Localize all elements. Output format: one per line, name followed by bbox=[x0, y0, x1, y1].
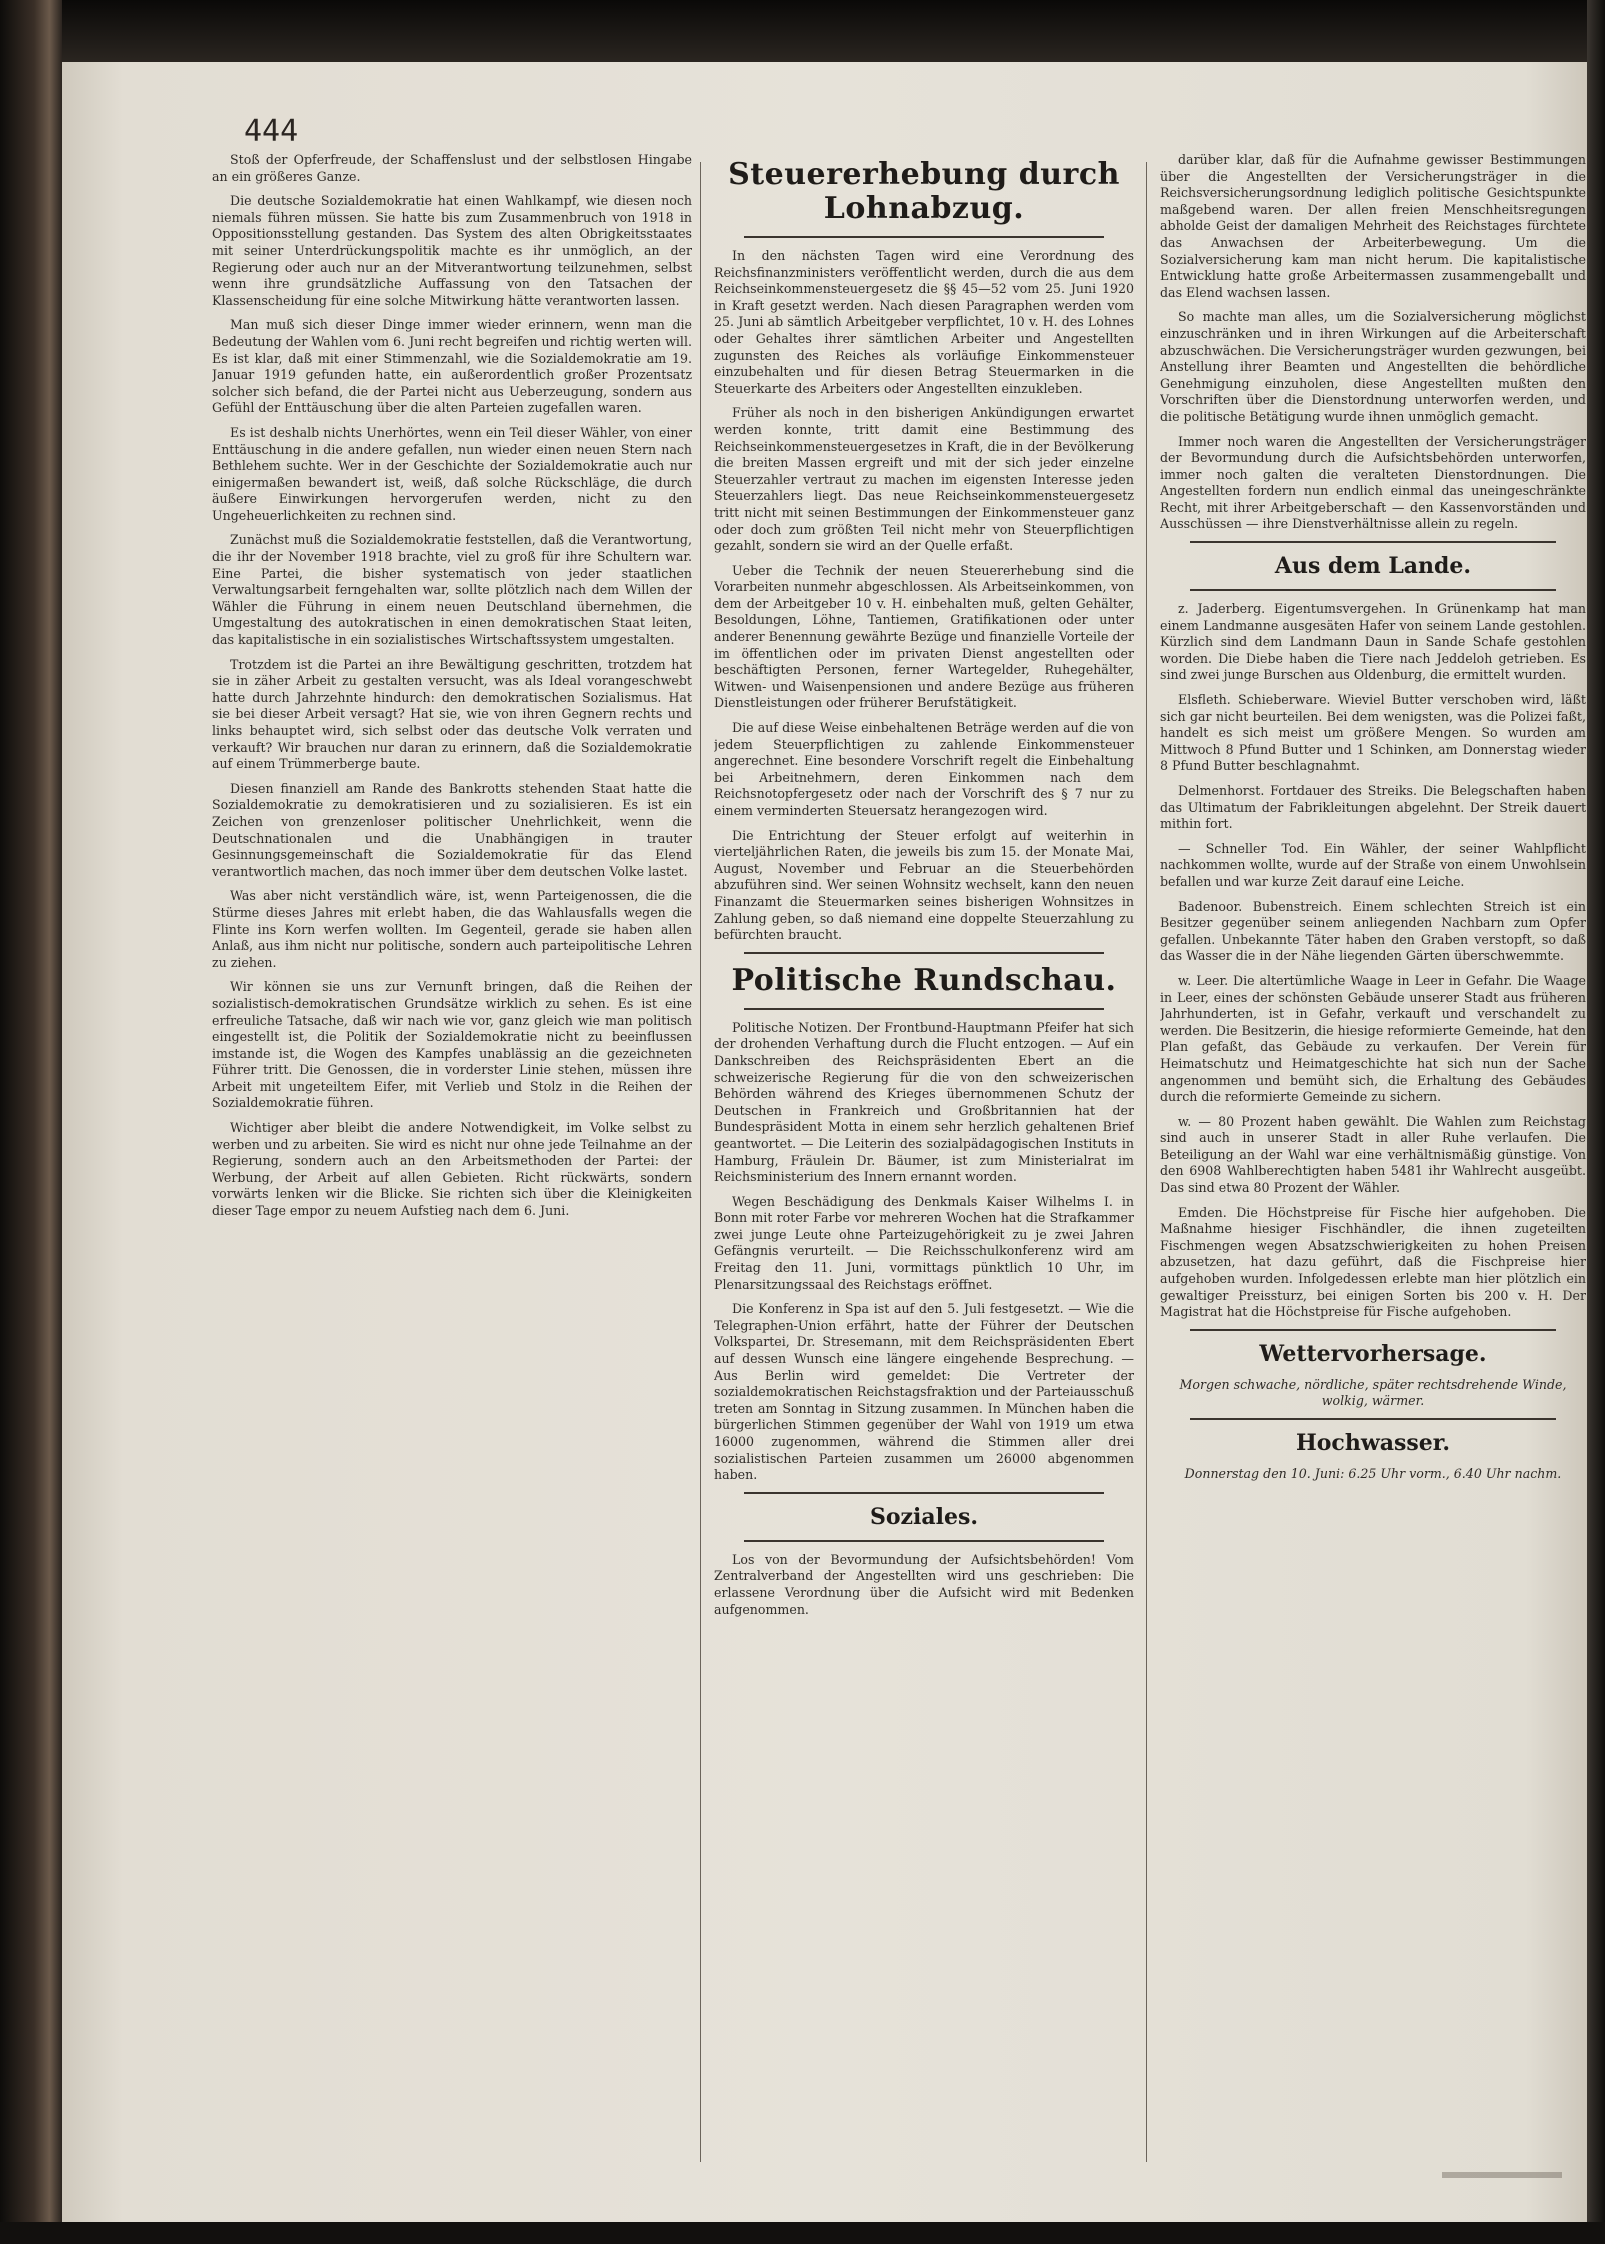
article-paragraph: Elsfleth. Schieberware. Wieviel Butter verschoben wird, läßt sich gar nicht beurteilen. Bei dem wenigsten, was die Polizei faßt, handelt es sich meist um größere Mengen. So wurden am Mittwoch 8 Pfund Butter und 1 Schinken, am Donnerstag wieder 8 Pfund Butter beschlagnahmt. bbox=[1160, 692, 1586, 774]
page-number: 444 bbox=[244, 114, 299, 149]
section-rule bbox=[744, 952, 1104, 954]
article-paragraph: Wichtiger aber bleibt die andere Notwendigkeit, im Volke selbst zu werben und zu arbeiten. Sie wird es nicht nur ohne jede Teilnahme an der Regierung, sondern auch an den Arbeitsmethoden der Partei: der Werbung, der Arbeit auf allen Gebieten. Richt rückwärts, sondern vorwärts lenken wir die Blicke. Sie richten sich über die Kleinigkeiten dieser Tage empor zu neuem Aufstieg nach dem 6. Juni. bbox=[212, 1120, 692, 1219]
column-divider-1 bbox=[700, 162, 701, 2162]
article-paragraph: Die Konferenz in Spa ist auf den 5. Juli festgesetzt. — Wie die Telegraphen-Union erfährt, hatte der Führer der Deutschen Volkspartei, Dr. Stresemann, mit dem Reichspräsidenten Ebert auf dessen Wunsch eine längere eingehende Besprechung. — Aus Berlin wird gemeldet: Die Vertreter der sozialdemokratischen Reichstagsfraktion und der Parteiausschuß treten am Sonntag in Sitzung zusammen. In München haben die bürgerlichen Stimmen gegenüber der Wahl von 1919 um etwa 16000 zugenommen, während die Stimmen aller drei sozialistischen Parteien zusammen um 26000 abgenommen haben. bbox=[714, 1301, 1134, 1483]
article-paragraph: Man muß sich dieser Dinge immer wieder erinnern, wenn man die Bedeutung der Wahlen vom 6. Juni recht begreifen und richtig werten will. Es ist klar, daß mit einer Stimmenzahl, wie die Sozialdemokratie am 19. Januar 1919 gefunden hatte, ein außerordentlich großer Prozentsatz solcher sich befand, die der Partei nicht aus Ueberzeugung, sondern aus Gefühl der Enttäuschung über die alten Parteien zugefallen waren. bbox=[212, 317, 692, 416]
column-left bbox=[212, 152, 692, 2162]
section-rule bbox=[1190, 1418, 1556, 1420]
article-paragraph: Politische Notizen. Der Frontbund-Hauptmann Pfeifer hat sich der drohenden Verhaftung durch die Flucht entzogen. — Auf ein Dankschreiben des Reichspräsidenten Ebert an die schweizerische Regierung für die von den schweizerischen Behörden während des Krieges übernommenen Schutz der Deutschen in Frankreich und Großbritannien hat der Bundespräsident Motta in einem sehr herzlich gehaltenen Brief geantwortet. — Die Leiterin des sozialpädagogischen Instituts in Hamburg, Fräulein Dr. Bäumer, ist zum Ministerialrat im Reichsministerium des Innern ernannt worden. bbox=[714, 1019, 1134, 1185]
article-paragraph: In den nächsten Tagen wird eine Verordnung des Reichsfinanzministers veröffentlicht werden, durch die aus dem Reichseinkommensteuergesetz die §§ 45—52 vom 25. Juni 1920 in Kraft gesetzt werden. Nach diesen Paragraphen werden vom 25. Juni ab sämtlich Arbeitgeber verpflichtet, 10 v. H. des Lohnes oder Gehaltes ihrer sämtlichen Arbeiter und Angestellten zugunsten des Reiches als vorläufige Einkommensteuer einzubehalten und für diesen Betrag Steuermarken in die Steuerkarte des Arbeiters oder Angestellten einzukleben. bbox=[714, 248, 1134, 396]
article-paragraph: Was aber nicht verständlich wäre, ist, wenn Parteigenossen, die die Stürme dieses Jahres mit erlebt haben, die das Wahlausfalls wegen die Flinte ins Korn werfen wollten. Im Gegenteil, gerade sie haben allen Anlaß, aus ihm nicht nur politische, sondern auch parteipolitische Lehren zu ziehen. bbox=[212, 888, 692, 970]
headline-rule bbox=[744, 1540, 1104, 1542]
column-right bbox=[1160, 152, 1586, 2162]
column-middle bbox=[714, 152, 1134, 2192]
article-paragraph: Immer noch waren die Angestellten der Versicherungsträger der Bevormundung durch die Aufsichtsbehörden unterworfen, immer noch galten die veralteten Dienstordnungen. Die Angestellten fordern nun endlich einmal das uneingeschränkte Recht, mit ihrer Arbeitgeberschaft — den Kassenvorständen und Ausschüssen — ihre Dienstverhältnisse allein zu regeln. bbox=[1160, 433, 1586, 532]
article-paragraph: Es ist deshalb nichts Unerhörtes, wenn ein Teil dieser Wähler, von einer Enttäuschung in die andere gefallen, nun wieder einen neuen Stern nach Bethlehem suchte. Wer in der Geschichte der Sozialdemokratie auch nur einigermaßen bewandert ist, weiß, daß solche Rückschläge, die durch äußere Einwirkungen hervorgerufen werden, nicht zu den Ungeheuerlichkeiten zu rechnen sind. bbox=[212, 424, 692, 523]
scan-frame-right bbox=[1587, 0, 1605, 2244]
article-paragraph: darüber klar, daß für die Aufnahme gewisser Bestimmungen über die Angestellten der Versicherungsträger in die Reichsversicherungsordnung lediglich politische Gesichtspunkte maßgebend waren. Der allen freien Menschheitsregungen abholde Geist der damaligen Mehrheit des Reichstages fürchtete das Anwachsen der Arbeiterbewegung. Um die Sozialversicherung kam man nicht herum. Die kapitalistische Entwicklung hatte große Arbeitermassen zusammengeballt und das Elend wachsen lassen. bbox=[1160, 152, 1586, 300]
section-rule bbox=[744, 1492, 1104, 1494]
headline-aus-dem-lande: Aus dem Lande. bbox=[1274, 553, 1472, 580]
article-paragraph: Die Entrichtung der Steuer erfolgt auf weiterhin in vierteljährlichen Raten, die jeweils bis zum 15. der Monate Mai, August, November und Februar an die Steuerbehörden abzuführen sind. Wer seinen Wohnsitz wechselt, kann den neuen Finanzamt die Steuermarken seines bisherigen Wohnsitzes in Zahlung geben, so daß niemand eine doppelte Steuerzahlung zu befürchten braucht. bbox=[714, 827, 1134, 943]
article-paragraph: So machte man alles, um die Sozialversicherung möglichst einzuschränken und in ihren Wirkungen auf die Arbeiterschaft abzuschwächen. Die Versicherungsträger wurden gezwungen, bei Anstellung ihrer Beamten und Angestellten die behördliche Genehmigung einzuholen, diese Angestellten mußten den Vorschriften über die Dienstordnung unterworfen werden, und die politische Betätigung wurde ihnen unmöglich gemacht. bbox=[1160, 309, 1586, 424]
article-paragraph: w. Leer. Die altertümliche Waage in Leer in Gefahr. Die Waage in Leer, eines der schönsten Gebäude unserer Stadt aus früheren Jahrhunderten, ist in Gefahr, verkauft und verschandelt zu werden. Die Besitzerin, die hiesige reformierte Gemeinde, hat den Plan gefaßt, das Gebäude zu verkaufen. Der Verein für Heimatschutz und Heimatgeschichte hat sich nun der Sache angenommen und bemüht sich, die Erhaltung des Gebäudes durch die reformierte Gemeinde zu sichern. bbox=[1160, 972, 1586, 1105]
headline-hochwasser: Hochwasser. bbox=[1295, 1430, 1451, 1456]
article-paragraph: Delmenhorst. Fortdauer des Streiks. Die Belegschaften haben das Ultimatum der Fabrikleitungen abgelehnt. Der Streik dauert mithin fort. bbox=[1160, 783, 1586, 832]
book-binding-edge bbox=[0, 0, 62, 2244]
article-paragraph: Zunächst muß die Sozialdemokratie feststellen, daß die Verantwortung, die ihr der November 1918 brachte, viel zu groß für ihre Schultern war. Eine Partei, die bisher systematisch von jeder staatlichen Verwaltungsarbeit ferngehalten war, sollte plötzlich nach dem Willen der Wähler die Führung in einem neuen Deutschland übernehmen, die Umgestaltung des autokratischen in einen demokratischen Staat leiten, das kapitalistische in ein sozialistisches Wirtschaftssystem umgestalten. bbox=[212, 532, 692, 648]
headline-politische-rundschau: Politische Rundschau. bbox=[731, 962, 1117, 998]
article-paragraph: Badenoor. Bubenstreich. Einem schlechten Streich ist ein Besitzer gegenüber seinem anliegenden Nachbarn zum Opfer gefallen. Unbekannte Täter haben den Graben verstopft, so daß das Wasser die in der Nähe liegenden Gärten überschwemmte. bbox=[1160, 898, 1586, 964]
article-paragraph: Die auf diese Weise einbehaltenen Beträge werden auf die von jedem Steuerpflichtigen zu zahlende Einkommensteuer angerechnet. Eine besondere Vorschrift regelt die Einbehaltung bei Arbeitnehmern, deren Einkommen nach dem Reichsnotopfergesetz oder nach der Vorschrift des § 7 nur zu einem verminderten Steuersatz herangezogen wird. bbox=[714, 720, 1134, 818]
article-paragraph: Wegen Beschädigung des Denkmals Kaiser Wilhelms I. in Bonn mit roter Farbe vor mehreren Wochen hat die Strafkammer zwei junge Leute ohne Parteizugehörigkeit zu je zwei Jahren Gefängnis verurteilt. — Die Reichsschulkonferenz wird am Freitag den 11. Juni, vormittags pünktlich 10 Uhr, im Plenarsitzungssaal des Reichstags eröffnet. bbox=[714, 1193, 1134, 1292]
headline-wettervorhersage: Wettervorhersage. bbox=[1259, 1340, 1487, 1367]
article-paragraph: Ueber die Technik der neuen Steuererhebung sind die Vorarbeiten nunmehr abgeschlossen. Als Arbeitseinkommen, von dem der Arbeitgeber 10 v. H. einbehalten muß, gelten Gehälter, Besoldungen, Löhne, Tantiemen, Gratifikationen oder unter anderer Benennung gewährte Bezüge und finanzielle Vorteile der im öffentlichen oder im privaten Dienst angestellten oder beschäftigten Personen, ferner Wartegelder, Ruhegehälter, Witwen- und Waisenpensionen und andere Bezüge aus früheren Dienstleistungen oder früherer Berufstätigkeit. bbox=[714, 562, 1134, 711]
headline-soziales: Soziales. bbox=[869, 1503, 979, 1530]
article-paragraph: Trotzdem ist die Partei an ihre Bewältigung geschritten, trotzdem hat sie in zäher Arbeit zu gestalten versucht, was als Ideal vorangeschwebt hatte durch Jahrzehnte hindurch: den demokratischen Sozialismus. Hat sie bei dieser Arbeit versagt? Hat sie, wie von ihren Gegnern rechts und links behauptet wird, sich selbst oder das deutsche Volk verraten und verkauft? Wir brauchen nur daran zu erinnern, daß die Sozialdemokratie auf einem Trümmerberge baute. bbox=[212, 656, 692, 772]
article-paragraph: Stoß der Opferfreude, der Schaffenslust und der selbstlosen Hingabe an ein größeres Ganze. bbox=[212, 152, 692, 184]
article-paragraph: w. — 80 Prozent haben gewählt. Die Wahlen zum Reichstag sind auch in unserer Stadt in aller Ruhe verlaufen. Die Beteiligung an der Wahl war eine verhältnismäßig günstige. Von den 6908 Wahlberechtigten haben 5481 ihr Wahlrecht ausgeübt. Das sind etwa 80 Prozent der Wähler. bbox=[1160, 1113, 1586, 1196]
headline-rule bbox=[1190, 589, 1556, 591]
scan-frame-bottom bbox=[0, 2222, 1605, 2244]
article-paragraph: Los von der Bevormundung der Aufsichtsbehörden! Vom Zentralverband der Angestellten wird uns geschrieben: Die erlassene Verordnung über die Aufsicht wird mit Bedenken aufgenommen. bbox=[714, 1551, 1134, 1617]
section-rule bbox=[1190, 1329, 1556, 1331]
headline-steuererhebung: Steuererhebung durch Lohnabzug. bbox=[728, 157, 1120, 226]
scan-frame-top bbox=[0, 0, 1605, 62]
article-paragraph: z. Jaderberg. Eigentumsvergehen. In Grünenkamp hat man einem Landmanne ausgesäten Hafer von seinem Lande gestohlen. Kürzlich sind dem Landmann Daun in Sande Schafe gestohlen worden. Die Diebe haben die Tiere nach Jeddeloh getrieben. Es sind zwei junge Burschen aus Oldenburg, die ermittelt wurden. bbox=[1160, 601, 1586, 683]
article-paragraph: Früher als noch in den bisherigen Ankündigungen erwartet werden konnte, tritt damit eine Bestimmung des Reichseinkommensteuergesetzes in Kraft, die in der Bevölkerung die breiten Massen ergreift und mit der sich jeder einzelne Steuerzahler vertraut zu machen im eigensten Interesse jeden Steuerzahlers liegt. Das neue Reichseinkommensteuergesetz tritt nicht mit seinen Bestimmungen der Einkommensteuer ganz oder doch zum größten Teil nicht mehr von Steuerpflichtigen gezahlt, sondern sie wird an der Quelle erfaßt. bbox=[714, 405, 1134, 554]
section-rule bbox=[1190, 541, 1556, 543]
article-paragraph: Diesen finanziell am Rande des Bankrotts stehenden Staat hatte die Sozialdemokratie zu demokratisieren und zu sozialisieren. Es ist ein Zeichen von grenzenloser politischer Unehrlichkeit, wenn die Deutschnationalen und die Unabhängigen in trauter Gesinnungsgemeinschaft die Sozialdemokratie für das Elend verantwortlich machen, das noch immer über dem deutschen Volke lastet. bbox=[212, 780, 692, 879]
article-paragraph: — Schneller Tod. Ein Wähler, der seiner Wahlpflicht nachkommen wollte, wurde auf der Straße von einem Unwohlsein befallen und war kurze Zeit darauf eine Leiche. bbox=[1160, 840, 1586, 889]
article-paragraph: Wir können sie uns zur Vernunft bringen, daß die Reihen der sozialistisch-demokratischen Grundsätze wirklich zu sehen. Es ist eine erfreuliche Tatsache, daß wir nach wie vor, ganz gleich wie man politisch eingestellt ist, die Politik der Sozialdemokratie nicht zu beeinflussen imstande ist, die Wogen des Kampfes unablässig an die gezeichneten Führer tritt. Die Genossen, die in vorderster Linie stehen, müssen ihre Arbeit mit ungeteiltem Eifer, mit Verlieb und Stolz in die Reihen der Sozialdemokratie führen. bbox=[212, 979, 692, 1111]
headline-rule bbox=[744, 1008, 1104, 1010]
newspaper-page bbox=[62, 62, 1587, 2222]
high-tide-text: Donnerstag den 10. Juni: 6.25 Uhr vorm., 6.40 Uhr nachm. bbox=[1184, 1466, 1562, 1481]
print-smudge bbox=[1442, 2172, 1562, 2178]
weather-forecast-text: Morgen schwache, nördliche, später rechtsdrehende Winde, wolkig, wärmer. bbox=[1179, 1376, 1567, 1409]
article-paragraph: Emden. Die Höchstpreise für Fische hier aufgehoben. Die Maßnahme hiesiger Fischhändler, die ihnen zugeteilten Fischmengen wegen Absatzschwierigkeiten zu hohen Preisen abzusetzen, hat dazu geführt, daß die Fischpreise hier aufgehoben wurden. Infolgedessen erlebte man hier plötzlich ein gewaltiger Preissturz, bei einigen Sorten bis 200 v. H. Der Magistrat hat die Höchstpreise für Fische aufgehoben. bbox=[1160, 1204, 1586, 1320]
column-divider-2 bbox=[1146, 162, 1147, 2162]
article-paragraph: Die deutsche Sozialdemokratie hat einen Wahlkampf, wie diesen noch niemals führen müssen. Sie hatte bis zum Zusammenbruch von 1918 in Oppositionsstellung gestanden. Das System des alten Obrigkeitsstaates mit seiner Unterdrückungspolitik machte es ihr unmöglich, an der Regierung oder auch nur an der Mitverantwortung teilzunehmen, selbst wenn ihre grundsätzliche Auffassung von den Tatsachen der Klassenscheidung für eine solche Mitwirkung hätte verantworten lassen. bbox=[212, 193, 692, 308]
headline-rule bbox=[744, 236, 1104, 238]
